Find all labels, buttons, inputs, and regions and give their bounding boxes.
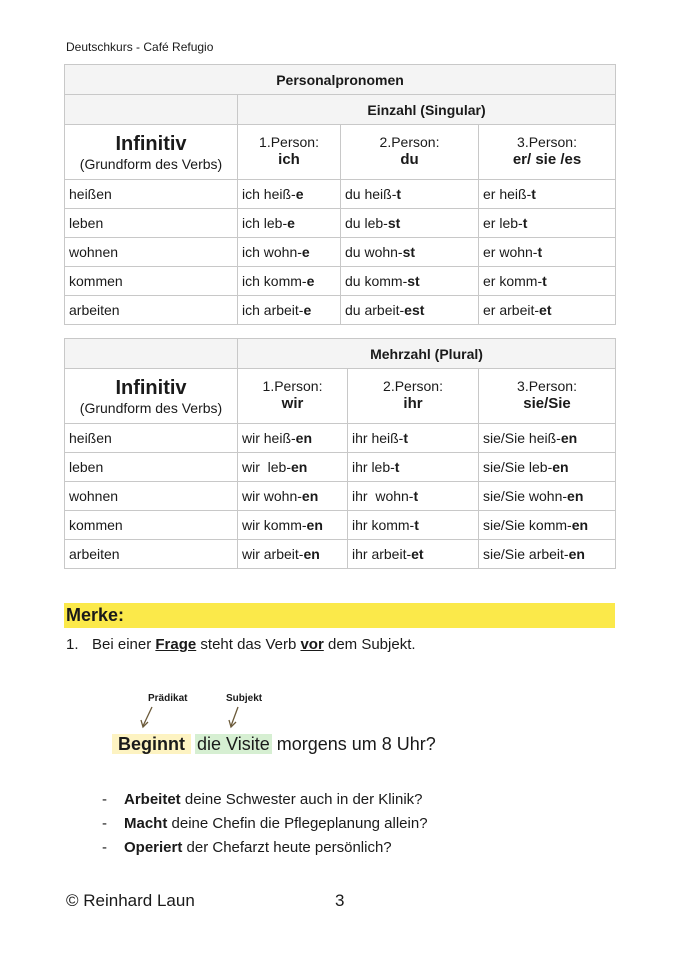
example-sentence <box>112 730 436 758</box>
stem: du arbeit- <box>345 302 405 318</box>
bullet-verb: Arbeitet <box>124 791 181 808</box>
table-row <box>65 424 616 453</box>
blank-cell <box>65 339 238 369</box>
ending: en <box>567 488 584 504</box>
infinitiv-sub: (Grundform des Verbs) <box>79 399 223 416</box>
singular-label: Einzahl (Singular) <box>238 95 616 125</box>
conj-cell <box>479 482 616 511</box>
bullet-rest: deine Schwester auch in der Klinik? <box>180 791 423 808</box>
stem: ich komm- <box>242 273 307 289</box>
conj-cell <box>479 267 616 296</box>
verb-cell: leben <box>65 453 238 482</box>
stem: du heiß- <box>345 186 397 202</box>
dash-bullet: - <box>102 815 107 832</box>
stem: wir heiß- <box>242 430 296 446</box>
stem: wir wohn- <box>242 488 302 504</box>
conj-cell <box>348 482 479 511</box>
ending: e <box>303 302 312 318</box>
table-row <box>65 453 616 482</box>
stem: er komm- <box>483 273 543 289</box>
plural-conjugation-table <box>64 338 616 569</box>
person-label: 1.Person: <box>262 377 323 394</box>
conj-cell <box>348 453 479 482</box>
ending: et <box>539 302 552 318</box>
example-verb: Beginnt <box>112 734 191 754</box>
person-label: 3.Person: <box>517 377 577 394</box>
verb-cell: arbeiten <box>65 296 238 325</box>
stem: ich heiß- <box>242 186 296 202</box>
person-header-1 <box>238 125 341 180</box>
infinitiv-label: Infinitiv <box>115 132 187 155</box>
person-header-2 <box>341 125 479 180</box>
stem: sie/Sie leb- <box>483 459 553 475</box>
bullet-rest: deine Chefin die Pflegeplanung allein? <box>167 815 428 832</box>
person-label: 3.Person: <box>517 133 577 150</box>
course-header: Deutschkurs - Café Refugio <box>66 40 214 54</box>
conj-cell <box>238 511 348 540</box>
conj-cell <box>479 540 616 569</box>
verb-cell: heißen <box>65 180 238 209</box>
ending: en <box>552 459 569 475</box>
ending: en <box>301 488 319 504</box>
ending: en <box>571 517 589 533</box>
stem: sie/Sie komm- <box>483 517 572 533</box>
ending: t <box>396 186 402 202</box>
ending: t <box>403 430 409 446</box>
person-pronoun: sie/Sie <box>523 395 571 413</box>
table-row <box>65 180 616 209</box>
stem: du wohn- <box>345 244 403 260</box>
table-row <box>65 296 616 325</box>
dash-bullet: - <box>102 791 107 808</box>
stem: er wohn- <box>483 244 538 260</box>
subjekt-arrow-icon <box>226 706 246 730</box>
ending: en <box>306 517 323 533</box>
person-label: 2.Person: <box>383 377 443 394</box>
conj-cell <box>348 511 479 540</box>
conj-cell <box>238 209 341 238</box>
verb-cell: wohnen <box>65 238 238 267</box>
conj-cell <box>348 424 479 453</box>
person-pronoun: du <box>400 151 419 169</box>
ending: t <box>394 459 400 475</box>
conj-cell <box>479 453 616 482</box>
stem: wir arbeit- <box>242 546 304 562</box>
praedikat-tag: Prädikat <box>148 693 188 704</box>
table-row <box>65 540 616 569</box>
verb-cell: leben <box>65 209 238 238</box>
stem: sie/Sie heiß- <box>483 430 561 446</box>
conj-cell <box>238 453 348 482</box>
plural-label: Mehrzahl (Plural) <box>238 339 616 369</box>
infinitiv-header <box>65 369 238 424</box>
stem: ich arbeit- <box>242 302 304 318</box>
table-row <box>65 482 616 511</box>
rule-text: dem Subjekt. <box>323 636 416 653</box>
stem: er heiß- <box>483 186 532 202</box>
stem: ihr komm- <box>352 517 415 533</box>
rule-number: 1. <box>66 636 79 653</box>
conj-cell <box>479 238 616 267</box>
ending: et <box>411 546 424 562</box>
verb-cell: heißen <box>65 424 238 453</box>
stem: du komm- <box>345 273 408 289</box>
ending: est <box>404 302 425 318</box>
stem: sie/Sie wohn- <box>483 488 568 504</box>
rule-frage: Frage <box>155 636 197 653</box>
bullet-rest: der Chefarzt heute persönlich? <box>182 839 392 856</box>
example-rest: morgens um 8 Uhr? <box>271 734 436 754</box>
verb-cell: kommen <box>65 267 238 296</box>
person-header-3 <box>479 125 616 180</box>
person-header-3 <box>479 369 616 424</box>
singular-conjugation-table <box>64 64 616 325</box>
table-row <box>65 511 616 540</box>
infinitiv-sub: (Grundform des Verbs) <box>79 155 223 172</box>
ending: e <box>306 273 315 289</box>
rule-text: Bei einer <box>92 636 156 653</box>
conj-cell <box>479 209 616 238</box>
conj-cell <box>238 296 341 325</box>
conj-cell <box>341 180 479 209</box>
list-item <box>102 788 428 812</box>
ending: t <box>522 215 528 231</box>
stem: du leb- <box>345 215 388 231</box>
person-header-2 <box>348 369 479 424</box>
conj-cell <box>238 238 341 267</box>
ending: t <box>531 186 536 202</box>
conj-cell <box>238 424 348 453</box>
conj-cell <box>479 511 616 540</box>
person-pronoun: ihr <box>403 395 423 413</box>
conj-cell <box>479 180 616 209</box>
person-label: 1.Person: <box>259 133 319 150</box>
person-label: 2.Person: <box>379 133 440 150</box>
stem: ich leb- <box>242 215 288 231</box>
conj-cell <box>238 267 341 296</box>
stem: ihr leb- <box>352 459 395 475</box>
copyright: © Reinhard Laun <box>66 891 195 910</box>
list-item <box>102 812 428 836</box>
ending: t <box>537 244 543 260</box>
stem: ihr wohn- <box>352 488 414 504</box>
bullet-verb: Macht <box>124 815 168 832</box>
rule-1 <box>66 636 416 653</box>
conj-cell <box>341 238 479 267</box>
ending: e <box>287 215 295 231</box>
ending: en <box>560 430 578 446</box>
ending: en <box>568 546 585 562</box>
stem: ihr arbeit- <box>352 546 412 562</box>
person-header-1 <box>238 369 348 424</box>
merke-heading: Merke: <box>64 603 615 628</box>
stem: sie/Sie arbeit- <box>483 546 569 562</box>
stem: ich wohn- <box>242 244 302 260</box>
verb-cell: kommen <box>65 511 238 540</box>
page-number: 3 <box>335 891 345 910</box>
table-row <box>65 209 616 238</box>
conj-cell <box>341 267 479 296</box>
conj-cell <box>238 180 341 209</box>
person-pronoun: wir <box>281 395 304 413</box>
example-subject: die Visite <box>197 734 270 754</box>
conj-cell <box>479 296 616 325</box>
infinitiv-header <box>65 125 238 180</box>
ending: t <box>413 488 419 504</box>
conj-cell <box>341 296 479 325</box>
blank-cell <box>65 95 238 125</box>
rule-text: steht das Verb <box>196 636 301 653</box>
ending: en <box>291 459 308 475</box>
ending: st <box>402 244 416 260</box>
verb-cell: wohnen <box>65 482 238 511</box>
bullet-verb: Operiert <box>124 839 183 856</box>
conj-cell <box>479 424 616 453</box>
conj-cell <box>348 540 479 569</box>
conj-cell <box>238 482 348 511</box>
table-row <box>65 238 616 267</box>
ending: e <box>301 244 310 260</box>
infinitiv-label: Infinitiv <box>115 376 187 399</box>
table-row <box>65 267 616 296</box>
ending: en <box>303 546 320 562</box>
stem: wir komm- <box>242 517 307 533</box>
ending: st <box>407 273 420 289</box>
table-title: Personalpronomen <box>65 65 616 95</box>
stem: er arbeit- <box>483 302 540 318</box>
verb-cell: arbeiten <box>65 540 238 569</box>
praedikat-arrow-icon <box>138 706 158 730</box>
conj-cell <box>341 209 479 238</box>
rule-vor: vor <box>300 636 324 653</box>
list-item <box>102 836 428 860</box>
stem: wir leb- <box>242 459 292 475</box>
ending: t <box>542 273 547 289</box>
ending: en <box>295 430 313 446</box>
stem: er leb- <box>483 215 523 231</box>
stem: ihr heiß- <box>352 430 404 446</box>
ending: st <box>387 215 401 231</box>
example-list <box>102 788 428 860</box>
conj-cell <box>238 540 348 569</box>
person-pronoun: ich <box>278 151 300 169</box>
ending: e <box>295 186 304 202</box>
subjekt-tag: Subjekt <box>226 693 263 704</box>
person-pronoun: er/ sie /es <box>512 151 582 169</box>
dash-bullet: - <box>102 839 107 856</box>
ending: t <box>414 517 419 533</box>
